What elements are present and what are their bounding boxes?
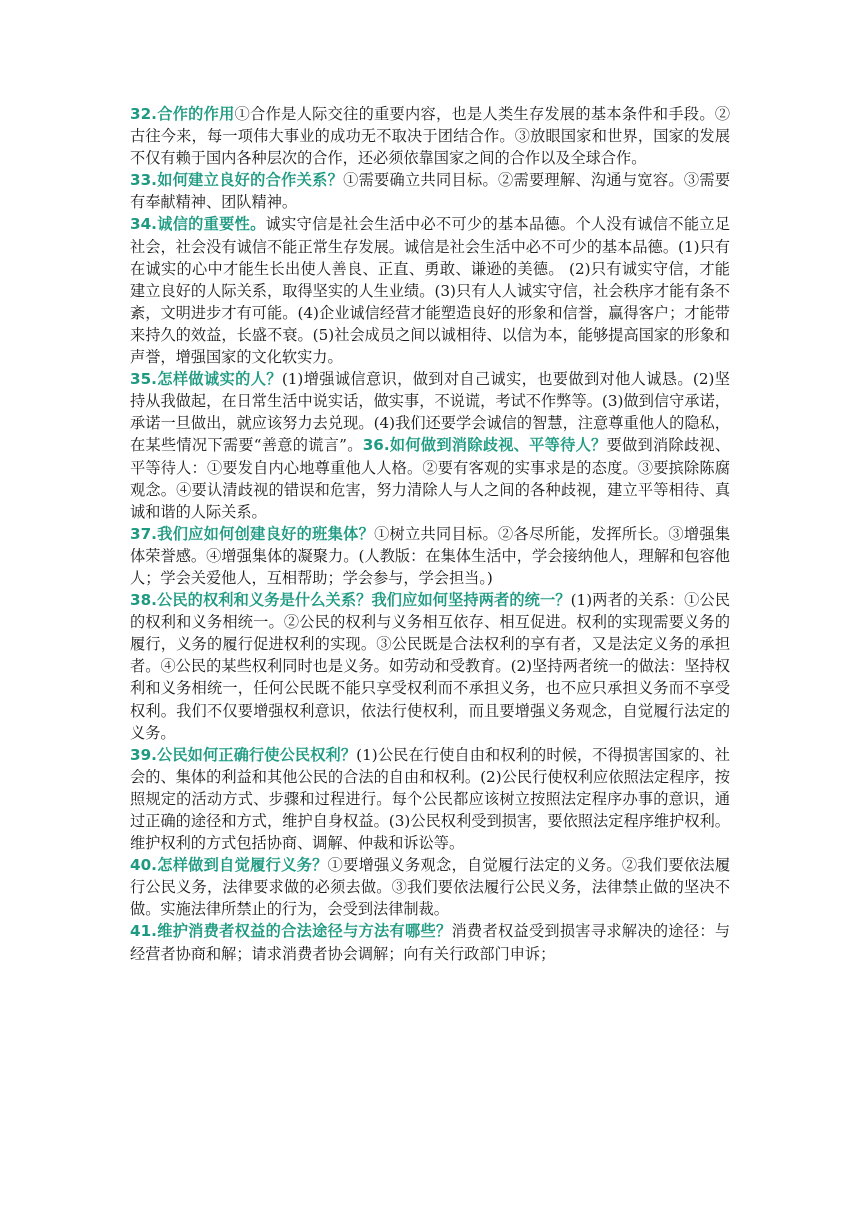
paragraph-39 (130, 744, 730, 854)
answer-text: (1)增强诚信意识，做到对自己诚实，也要做到对他人诚恳。(2)坚持从我做起，在日常生活中说实话，做实事，不说谎，考试不作弊等。(3)做到信守承诺，承诺一旦做出，就应该努力去兑现。(4)我们还要学会诚信的智慧，注意尊重他人的隐私，在某些情况下需要“善意的谎言”。 (130, 370, 730, 455)
question-title: 32.合作的作用 (130, 105, 235, 123)
question-title: 34.诚信的重要性。 (130, 215, 266, 234)
paragraph-38 (130, 589, 730, 744)
answer-text: (1)两者的关系：①公民的权利和义务相统一。②公民的权利与义务相互依存、相互促进。权利的实现需要义务的履行，义务的履行促进权利的实现。③公民既是合法权利的享有者，又是法定义务的承担者。④公民的某些权利同时也是义务。如劳动和受教育。(2)坚持两者统一的做法：坚持权利和义务相统一，任何公民既不能只享受权利而不承担义务，也不应只承担义务而不享受权利。我们不仅要增强权利意识，依法行使权利，而且要增强义务观念，自觉履行法定的义务。 (130, 591, 731, 742)
answer-text: 消费者权益受到损害寻求解决的途径：与经营者协商和解；请求消费者协会调解；向有关行政部门申诉； (130, 922, 731, 963)
question-title: 40.怎样做到自觉履行义务？ (130, 856, 328, 875)
question-title: 36.如何做到消除歧视、平等待人？ (362, 436, 607, 455)
answer-text: ①合作是人际交往的重要内容，也是人类生存发展的基本条件和手段。②古往今来，每一项伟大事业的成功无不取决于团结合作。③放眼国家和世界，国家的发展不仅有赖于国内各种层次的合作，还必须依靠国家之间的合作以及全球合作。 (130, 105, 731, 168)
answer-text: 诚实守信是社会生活中必不可少的基本品德。个人没有诚信不能立足社会，社会没有诚信不能正常生存发展。诚信是社会生活中必不可少的基本品德。(1)只有在诚实的心中才能生长出使人善良、正直、勇敢、谦逊的美德。 (2)只有诚实守信，才能建立良好的人际关系，取得坚实的人生业绩。(3)只有人人诚实守信，社会秩序才能有条不紊，文明进步才有可能。(4)企业诚信经营才能塑造良好的形象和信誉，赢得客户；才能带来持久的效益，长盛不衰。(5)社会成员之间以诚相待、以信为本，能够提高国家的形象和声誉，增强国家的文化软实力。 (130, 215, 731, 367)
paragraph-33 (130, 169, 730, 213)
question-title: 37.我们应如何创建良好的班集体？ (130, 524, 375, 543)
question-title: 41.维护消费者权益的合法途径与方法有哪些？ (130, 922, 452, 941)
paragraph-40 (130, 854, 730, 920)
paragraph-37 (130, 523, 730, 589)
answer-text: ①需要确立共同目标。②需要理解、沟通与宽容。③需要有奉献精神、团队精神。 (130, 171, 731, 212)
paragraph-34 (130, 213, 730, 368)
answer-text: 要做到消除歧视、平等待人：①要发自内心地尊重他人人格。②要有客观的实事求是的态度。③要摈除陈腐观念。④要认清歧视的错误和危害，努力清除人与人之间的各种歧视，建立平等相待、真诚和谐的人际关系。 (130, 436, 731, 521)
question-title: 35.怎样做诚实的人？ (130, 370, 282, 389)
answer-text: (1)公民在行使自由和权利的时候，不得损害国家的、社会的、集体的利益和其他公民的合法的自由和权利。(2)公民行使权利应依照法定程序，按照规定的活动方式、步骤和过程进行。每个公民都应该树立按照法定程序办事的意识，通过正确的途径和方式，维护自身权益。(3)公民权利受到损害，要依照法定程序维护权利。维护权利的方式包括协商、调解、仲裁和诉讼等。 (130, 745, 730, 853)
question-title: 38.公民的权利和义务是什么关系？我们应如何坚持两者的统一？ (130, 591, 571, 610)
paragraph-41 (130, 920, 730, 964)
document-page (130, 103, 730, 965)
answer-text: ①树立共同目标。②各尽所能，发挥所长。③增强集体荣誉感。④增强集体的凝聚力。(人教版：在集体生活中，学会接纳他人，理解和包容他人；学会关爱他人，互相帮助；学会参与，学会担当。) (130, 524, 731, 587)
answer-text: ①要增强义务观念，自觉履行法定的义务。②我们要依法履行公民义务，法律要求做的必须去做。③我们要依法履行公民义务，法律禁止做的坚决不做。实施法律所禁止的行为，会受到法律制裁。 (130, 856, 731, 919)
paragraph-32 (130, 103, 730, 169)
paragraph-35-36 (130, 368, 730, 523)
question-title: 39.公民如何正确行使公民权利？ (130, 745, 357, 764)
question-title: 33.如何建立良好的合作关系？ (130, 171, 344, 190)
